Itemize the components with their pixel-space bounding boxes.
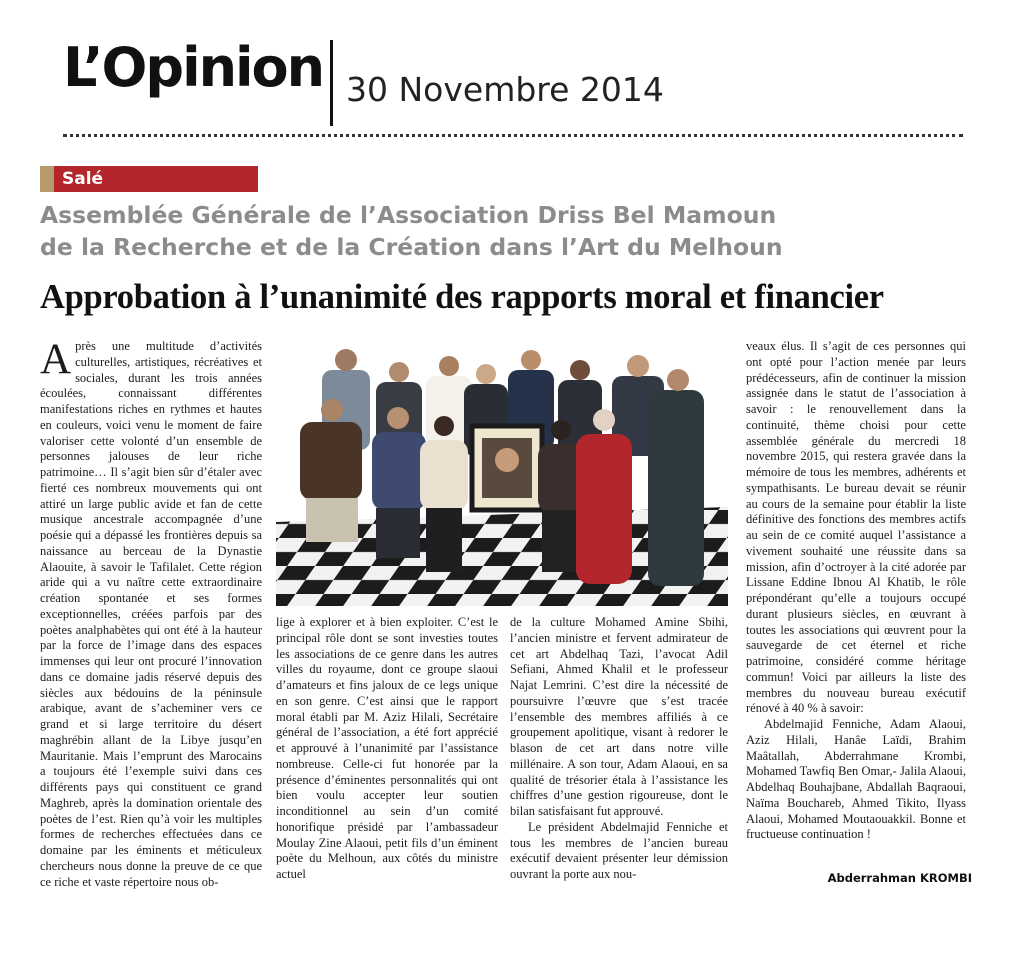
section-tag — [40, 166, 258, 192]
masthead-divider — [330, 40, 333, 126]
article-column-2 — [276, 615, 498, 883]
kicker-line-2: de la Recherche et de la Création dans l’Art du Melhoun — [40, 233, 783, 261]
newspaper-logo: L’Opinion — [63, 36, 324, 99]
section-tag-mark — [40, 166, 54, 192]
issue-date: 30 Novembre 2014 — [346, 70, 664, 109]
article-headline: Approbation à l’unanimité des rapports moral et financier — [40, 278, 884, 316]
column-3-paragraph-2: Le président Abdelmajid Fenniche et tous les membres de l’ancien bureau exécutif devaient présenter leur démission ouvrant la porte aux nou- — [510, 819, 728, 881]
column-3-paragraph-1: de la culture Mohamed Amine Sbihi, l’ancien ministre et fervent admirateur de cet art Abdelhaq Tazi, l’avocat Adil Sefiani, Ahmed Khalil et le professeur Najat Lemrini. C’est dire la nécessité de poursuivre l’œuvre que s’est tracée l’ensemble des membres affiliés à ce groupement apolitique, visant à redorer le blason de cet art dans notre ville millénaire. A son tour, Adam Alaoui, en sa qualité de trésorier étala à l’assistance les chiffres d’une gestion rigoureuse, dont le bilan satisfaisant fut approuvé. — [510, 615, 728, 818]
column-2-text: lige à explorer et à bien exploiter. C’est le principal rôle dont se sont investies toutes les associations de ce genre dans les autres villes du royaume, dont ce groupe slaoui d’amateurs et fins jaloux de ce legs unique en son genre. C’est ainsi que le rapport moral établi par M. Aziz Hilali, Secrétaire général de l’association, a été fort apprécié et approuvé à l’unanimité par l’assistance nombreuse. Celle-ci fut honorée par la présence d’éminentes personnalités qui ont bien voulu accepter leur soutien inconditionnel au sein d’un comité honorifique présidé par l’ambassadeur Moulay Zine Alaoui, petit fils d’un éminent poète du Melhoun, aux côtés du ministre actuel — [276, 615, 498, 881]
column-1-text: près une multitude d’activités culturelles, artistiques, récréatives et sociales, durant les trois années écoulées, connaissant différentes manifestations riches en rythmes et hautes en couleurs, voici venu le moment de faire valoriser cette volonté d’un ensemble de personnes jalouses de leur riche patrimoine… Il s’agit bien sûr d’étaler avec fierté ces nombreux mouvements qui ont attiré un large public avide et fan de cette musique ancestrale accompagnée d’une poésie qui a dépassé les frontières depuis sa naissance au berceau de la Dynastie Alaouite, à savoir le Tafilalet. Cette région aride qui a vu naître cette extraordinaire création spontanée et ses formes exceptionnelles, créées parfois par des poètes analphabètes qui ont été à la hauteur par la force de l’image dans des espaces immenses qui leur ont procuré l’innovation dans ce domaine jadis réservé depuis des siècles aux bédouins de la péninsule arabique, avant de s’acheminer vers ce grand et si large territoire du désert maghrébin allant de la Libye jusqu’en Mauritanie. Mais l’emprunt des Marocains a toujours été l’exemple suivi dans ces différents pays qui constituent ce grand Maghreb, après la domination orientale des poètes de l’est. Rien qu’à voir les multiples formes de recherches effectuées dans ce domaine par les éminents et méticuleux chercheurs nous donne la preuve de ce que ce riche et vaste répertoire nous ob- — [40, 339, 262, 889]
article-column-1 — [40, 336, 262, 890]
masthead — [63, 32, 963, 128]
column-4-paragraph-1: veaux élus. Il s’agit de ces personnes qui ont opté pour l’action menée par leurs prédécesseurs, afin de continuer la mission assignée dans le statut de l’association à savoir : le renouvellement dans la continuité, thème choisi pour cette assemblée générale du mercredi 18 novembre 2015, qui restera gravée dans la mémoire de tous les membres, adhérents et sympathisants. Le bureau devait se réunir au cours de la semaine pour établir la liste définitive des fonctions des membres actifs au sein de ce comité auquel l’assistance a vivement souhaité une réussite dans sa mission, afin d’octroyer à la cité adorée par Lissane Eddine Ibnou Al Khatib, le rôle prépondérant qu’elle a toujours occupé durant plusieurs siècles, en œuvrant à toutes les associations qui œuvrent pour la sauvegarde de cet éternel et riche patrimoine, considéré comme héritage commun! Voici par ailleurs la liste des membres du nouveau bureau exécutif rénové à 40 % à savoir: — [746, 339, 966, 716]
section-label: Salé — [62, 169, 104, 189]
bureau-members-list: Abdelmajid Fenniche, Adam Alaoui, Aziz Hilali, Hanâe Laïdi, Brahim Maâtallah, Abderrahmane Krombi, Mohamed Tawfiq Ben Omar,- Jalila Alaoui, Abdelhaq Bouhajbane, Abdallah Baqraoui, Naïma Bouchareb, Ahmed Tikito, Ilyass Alaoui, Mohamed Moutaouakkil. Bonne et fructueuse continuation ! — [746, 717, 966, 842]
article-kicker — [40, 199, 990, 263]
drop-cap: A — [40, 336, 72, 383]
group-photo — [276, 342, 728, 606]
kicker-line-1: Assemblée Générale de l’Association Driss Bel Mamoun — [40, 201, 777, 229]
article-column-4 — [746, 339, 966, 843]
article-column-3 — [510, 615, 728, 883]
dotted-rule — [63, 134, 963, 137]
author-signature: Abderrahman KROMBI — [827, 871, 972, 885]
